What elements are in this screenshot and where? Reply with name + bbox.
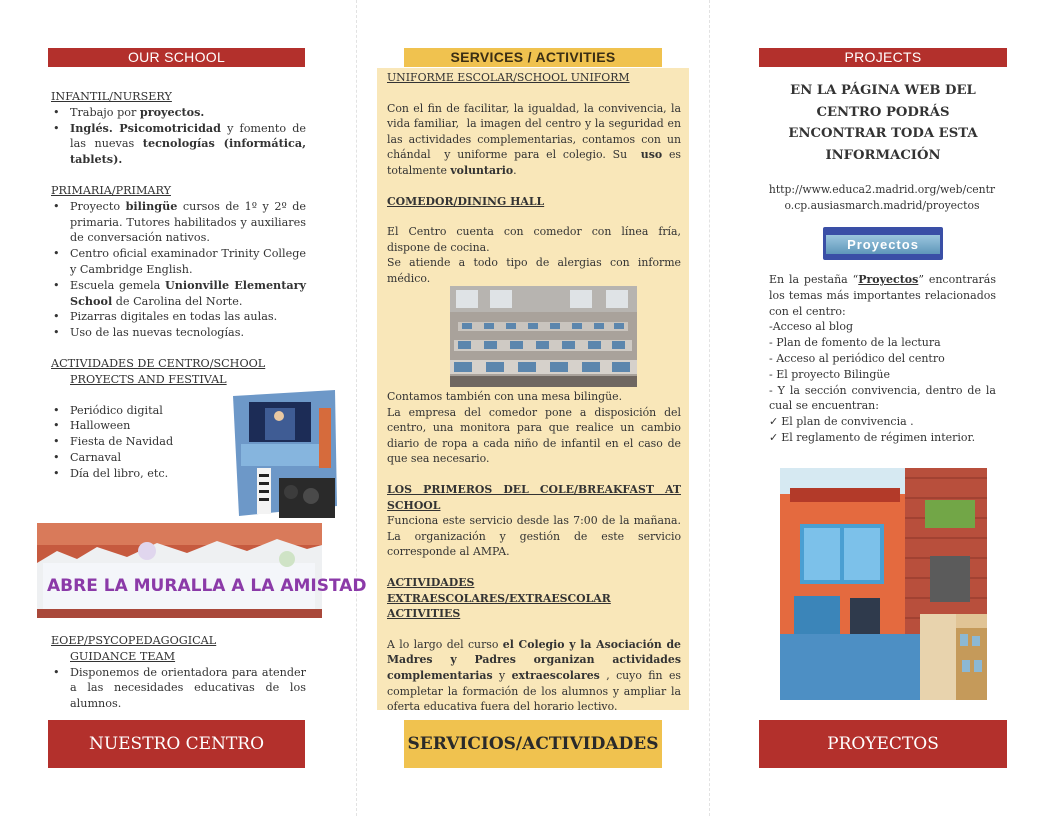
projects-header: PROJECTS xyxy=(759,48,1007,67)
comedor-text-1: El Centro cuenta con comedor con línea fría, dispone de cocina. xyxy=(387,225,681,254)
comedor-heading: COMEDOR/DINING HALL xyxy=(387,194,545,208)
check-item xyxy=(769,430,996,446)
uniforme-heading: UNIFORME ESCOLAR/SCHOOL UNIFORM xyxy=(387,71,630,84)
proyectos-title: PROYECTOS xyxy=(827,734,939,754)
fold-line-1 xyxy=(356,0,357,816)
nuestro-centro-title: NUESTRO CENTRO xyxy=(88,734,265,754)
check-item xyxy=(769,414,996,430)
comedor-text-3: Contamos también con una mesa bilingüe. xyxy=(387,390,623,403)
comedor-text-2: Se atiende a todo tipo de alergias con informe médico. xyxy=(387,256,681,285)
actividades-item: • Carnaval xyxy=(70,450,210,466)
projects-item: - Acceso al periódico del centro xyxy=(769,351,945,365)
infantil-item: • Trabajo por proyectos. xyxy=(70,105,306,121)
proyectos-button-label: Proyectos xyxy=(826,235,940,254)
infantil-list xyxy=(51,105,306,168)
actividades-item: • Día del libro, etc. xyxy=(70,466,210,482)
infantil-heading: INFANTIL/NURSERY xyxy=(51,90,172,103)
desayuno-heading: LOS PRIMEROS DEL COLE/BREAKFAST AT SCHOOL xyxy=(387,482,681,512)
actividades-item: • Halloween xyxy=(70,418,210,434)
services-column xyxy=(387,70,681,287)
servicios-title: SERVICIOS/ACTIVIDADES xyxy=(407,734,659,754)
uniforme-text: Con el fin de facilitar, la igualdad, la convivencia, la vida familiar, la imagen del centro y la seguridad en las actividades complementarias, contamos con un chándal y uniforme para el colegio. Su uso es totalmente voluntario. xyxy=(387,101,681,177)
proyectos-button[interactable] xyxy=(823,227,943,260)
eoep-list xyxy=(51,665,306,712)
primaria-heading: PRIMARIA/PRIMARY xyxy=(51,183,171,197)
our-school-header: OUR SCHOOL xyxy=(48,48,305,67)
primaria-item: • Escuela gemela Unionville Elementary School de Carolina del Norte. xyxy=(70,278,306,310)
proyectos-box xyxy=(759,720,1007,768)
projects-intro: En la pestaña “Proyectos” encontrarás los temas más importantes relacionados con el centro: xyxy=(769,273,996,318)
classroom-photo xyxy=(780,468,987,700)
projects-item: -Acceso al blog xyxy=(769,320,854,334)
primaria-item: • Centro oficial examinador Trinity College y Cambridge English. xyxy=(70,246,306,278)
mural-text: ABRE LA MURALLA A LA AMISTAD xyxy=(47,576,367,596)
nuestro-centro-box xyxy=(48,720,305,768)
primaria-list xyxy=(51,199,306,341)
services-header: SERVICES / ACTIVITIES xyxy=(404,48,662,67)
projects-item: - Plan de fomento de la lectura xyxy=(769,336,941,350)
eoep-section xyxy=(51,633,306,712)
projects-list-section xyxy=(769,272,996,446)
eoep-item: • Disponemos de orientadora para atender a las necesidades educativas de los alumnos. xyxy=(70,665,306,712)
services-column-2 xyxy=(387,389,681,715)
desayuno-text: Funciona este servicio desde las 7:00 de la mañana. La organización y gestión de este servicio corresponde al AMPA. xyxy=(387,514,681,559)
actividades-item: • Periódico digital xyxy=(70,403,210,419)
extraescolares-heading: ACTIVIDADES EXTRAESCOLARES/EXTRAESCOLAR ACTIVITIES xyxy=(387,575,611,621)
projects-url[interactable]: http://www.educa2.madrid.org/web/centro.cp.ausiasmarch.madrid/proyectos xyxy=(768,183,996,212)
projects-title: EN LA PÁGINA WEB DEL CENTRO PODRÁS ENCONTRAR TODA ESTA INFORMACIÓN xyxy=(788,83,978,163)
extraescolares-text: A lo largo del curso el Colegio y la Asociación de Madres y Padres organizan actividades complementarias y extraescolares , cuyo fin es completar la formación de los alumnos y ampliar la oferta educativa fuera del horario lectivo. xyxy=(387,637,682,714)
dining-hall-photo xyxy=(450,286,637,387)
servicios-box xyxy=(404,720,662,768)
comedor-text-4: La empresa del comedor pone a disposición del centro, una monitora para que realice un cambio diario de ropa a cada niño de infantil en el caso de que sea necesario. xyxy=(387,405,681,466)
eoep-heading: EOEP/PSYCOPEDAGOGICAL GUIDANCE TEAM xyxy=(51,634,217,663)
primaria-item: • Uso de las nuevas tecnologías. xyxy=(70,325,306,341)
projects-item: - El proyecto Bilingüe xyxy=(769,367,890,381)
actividades-list xyxy=(51,403,210,482)
actividades-item: • Fiesta de Navidad xyxy=(70,434,210,450)
puppet-theatre-photo xyxy=(219,388,337,522)
primaria-item: • Pizarras digitales en todas las aulas. xyxy=(70,309,306,325)
infantil-item: • Inglés. Psicomotricidad y fomento de las nuevas tecnologías (informática, tablets). xyxy=(70,121,306,168)
mural-photo xyxy=(37,523,367,618)
projects-item: - Y la sección convivencia, dentro de la cual se encuentran: xyxy=(769,383,996,413)
primaria-item: • Proyecto bilingüe cursos de 1º y 2º de primaria. Tutores habilitados y auxiliares de conversación nativos. xyxy=(70,199,306,246)
check-item-label: El reglamento de régimen interior. xyxy=(781,430,976,444)
check-item-label: El plan de convivencia . xyxy=(781,415,914,429)
fold-line-2 xyxy=(709,0,710,816)
actividades-heading: ACTIVIDADES DE CENTRO/SCHOOL PROYECTS AND FESTIVAL xyxy=(51,356,266,386)
